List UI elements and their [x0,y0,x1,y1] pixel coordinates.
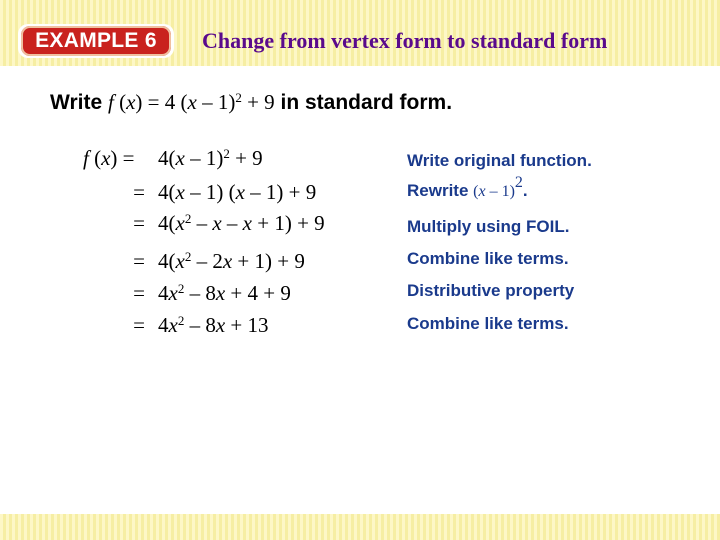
step-note-1: Write original function. [407,151,592,170]
derivation-lhs: f (x) = [83,146,135,170]
step-note-6: Combine like terms. [407,314,569,333]
derivation-step-5: $4x^2 - 8x + 4 + 9$ [158,280,291,305]
equals-sign: = [133,249,145,273]
derivation-step-3: $4(x^2 - x - x + 1) + 9$ [158,210,325,235]
equals-sign: = [133,211,145,235]
step-note-3: Multiply using FOIL. [407,217,570,236]
derivation-step-1: 4(x – 1)$^2$ + 9 [158,145,263,170]
equals-sign: = [133,281,145,305]
example-badge-label: EXAMPLE 6 [35,29,157,52]
step-note-4: Combine like terms. [407,249,569,268]
derivation-step-2: 4(x – 1) (x – 1) + 9 [158,180,317,204]
derivation-step-6: $4x^2 - 8x + 13$ [158,312,269,337]
lesson-title: Change from vertex form to standard form [202,28,608,53]
problem-statement: Write f (x) = 4 (x – 1)$^2$ + 9 in standard form. [50,89,453,114]
footer-band [0,514,720,540]
step-note-2: Rewrite (x – 1)$^2$. [407,174,528,200]
equals-sign: = [133,180,145,204]
derivation-step-4: $4(x^2 - 2x + 1) + 9$ [158,248,305,273]
step-note-5: Distributive property [407,281,575,300]
equals-sign: = [133,313,145,337]
